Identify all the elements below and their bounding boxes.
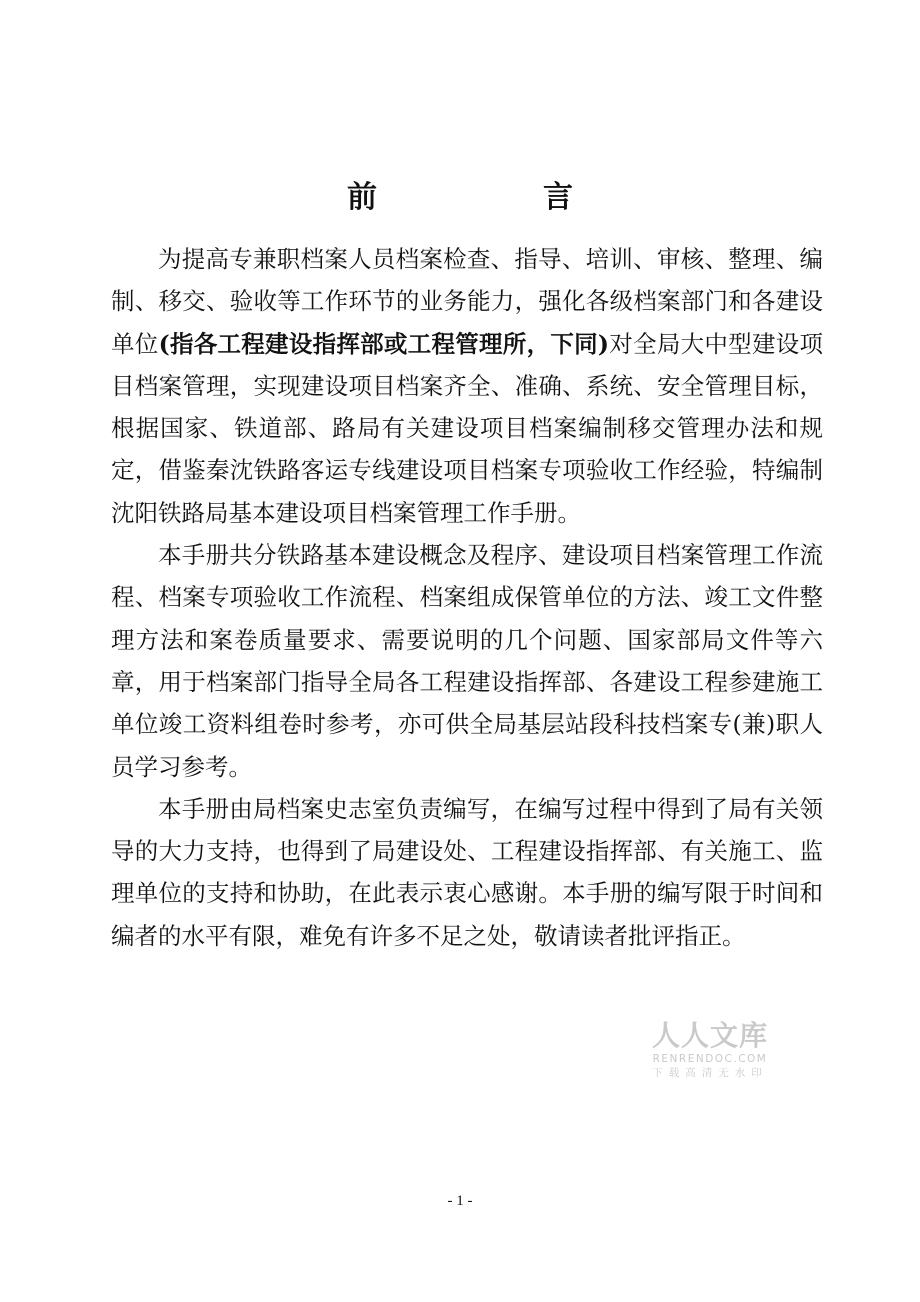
watermark-logo — [645, 1020, 775, 1080]
watermark-domain: RENRENDOC.COM — [652, 1053, 768, 1065]
paragraph-2: 本手册共分铁路基本建设概念及程序、建设项目档案管理工作流程、档案专项验收工作流程、档案组成保管单位的方法、竣工文件整理方法和案卷质量要求、需要说明的几个问题、国家部局文件等六章，用于档案部门指导全局各工程建设指挥部、各建设工程参建施工单位竣工资料组卷时参考，亦可供全局基层站段科技档案专(兼)职人员学习参考。 — [111, 541, 823, 781]
paragraph-1 — [111, 238, 823, 534]
paragraph-1-text-end: 对全局大中型建设项目档案管理，实现建设项目档案齐全、准确、系统、安全管理目标，根据国家、铁道部、路局有关建设项目档案编制移交管理办法和规定，借鉴秦沈铁路客运专线建设项目档案专项验收工作经验，特编制沈阳铁路局基本建设项目档案管理工作手册。 — [111, 329, 824, 527]
paragraph-1-text-start: 为提高专兼职档案人员档案检查、指导、培训、审核、整理、编制、移交、验收等工作环节的业务能力，强化各级档案部门和各建设单位 — [111, 245, 823, 358]
watermark-subtitle: 下载高清无水印 — [652, 1067, 768, 1079]
watermark-brand: 人人文库 — [651, 1019, 768, 1052]
paragraph-1-bold-note: (指各工程建设指挥部或工程管理所，下同) — [158, 329, 610, 358]
body-text — [111, 238, 823, 957]
paragraph-3: 本手册由局档案史志室负责编写，在编写过程中得到了局有关领导的大力支持，也得到了局建设处、工程建设指挥部、有关施工、监理单位的支持和协助，在此表示衷心感谢。本手册的编写限于时间和编者的水平有限，难免有许多不足之处，敬请读者批评指正。 — [111, 794, 823, 950]
page-title: 前 言 — [347, 180, 641, 216]
page-number: - 1 - — [447, 1193, 473, 1209]
